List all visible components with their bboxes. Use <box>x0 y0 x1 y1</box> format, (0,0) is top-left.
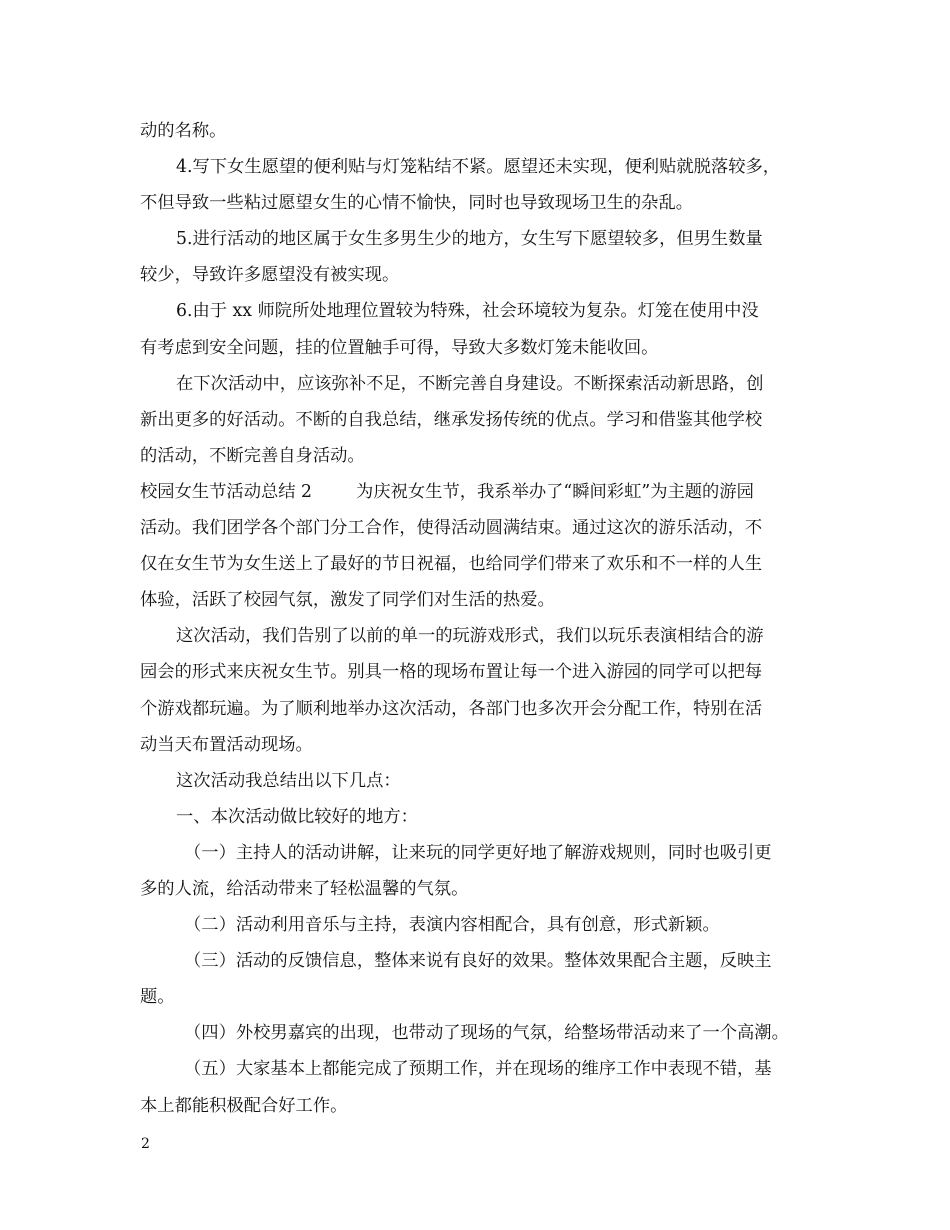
list-item-4-note: （四）外校男嘉宾的出现，也带动了现场的气氛，给整场带活动来了一个高潮。 <box>184 1023 789 1044</box>
text-line: 动当天布置活动现场。 <box>140 734 313 755</box>
text-line: 园会的形式来庆祝女生节。别具一格的现场布置让每一个进入游园的同学可以把每 <box>140 662 763 683</box>
list-item-3: （三）活动的反馈信息，整体来说有良好的效果。整体效果配合主题，反映主 <box>184 951 772 972</box>
list-item-5: 5.进行活动的地区属于女生多男生少的地方，女生写下愿望较多，但男生数量 <box>176 229 763 250</box>
section-line <box>140 474 812 510</box>
text-line: 新出更多的好活动。不断的自我总结，继承发扬传统的优点。学习和借鉴其他学校 <box>140 409 763 430</box>
document-body <box>140 113 812 1124</box>
text-line: 体验，活跃了校园气氛，激发了同学们对生活的热爱。 <box>140 590 555 611</box>
text-line: 个游戏都玩遍。为了顺利地举办这次活动，各部门也多次开会分配工作，特别在活 <box>140 698 763 719</box>
text-line: 本上都能积极配合好工作。 <box>140 1095 348 1116</box>
list-item-4: 4.写下女生愿望的便利贴与灯笼粘结不紧。愿望还未实现，便利贴就脱落较多， <box>176 157 781 178</box>
text-line: 多的人流，给活动带来了轻松温馨的气氛。 <box>140 878 469 899</box>
text-line: 有考虑到安全问题，挂的位置触手可得，导致大多数灯笼未能收回。 <box>140 337 659 358</box>
text-line: 活动。我们团学各个部门分工合作，使得活动圆满结束。通过这次的游乐活动，不 <box>140 518 763 539</box>
text-line: 不但导致一些粘过愿望女生的心情不愉快，同时也导致现场卫生的杂乱。 <box>140 193 694 214</box>
text-line: 较少，导致许多愿望没有被实现。 <box>140 265 400 286</box>
text-line: 动的名称。 <box>140 121 227 141</box>
text-line: 题。 <box>140 987 175 1008</box>
section-intro: 为庆祝女生节，我系举办了“瞬间彩虹”为主题的游园 <box>356 481 754 502</box>
list-item-2: （二）活动利用音乐与主持，表演内容相配合，具有创意，形式新颖。 <box>184 915 720 936</box>
section-title: 校园女生节活动总结 2 <box>140 481 313 502</box>
page-number: 2 <box>141 1136 150 1152</box>
section-heading: 一、本次活动做比较好的地方： <box>176 806 418 827</box>
list-item-6: 6.由于 xx 师院所处地理位置较为特殊，社会环境较为复杂。灯笼在使用中没 <box>176 301 759 322</box>
paragraph-start: 这次活动，我们告别了以前的单一的玩游戏形式，我们以玩乐表演相结合的游 <box>176 626 764 647</box>
list-item-5-note: （五）大家基本上都能完成了预期工作，并在现场的维序工作中表现不错，基 <box>184 1059 772 1080</box>
list-item-1: （一）主持人的活动讲解，让来玩的同学更好地了解游戏规则，同时也吸引更 <box>184 842 772 863</box>
paragraph-start: 这次活动我总结出以下几点： <box>176 770 401 791</box>
text-line: 的活动，不断完善自身活动。 <box>140 445 365 466</box>
text-line: 仅在女生节为女生送上了最好的节日祝福，也给同学们带来了欢乐和不一样的人生 <box>140 554 763 575</box>
paragraph-start: 在下次活动中，应该弥补不足，不断完善自身建设。不断探索活动新思路，创 <box>176 373 764 394</box>
